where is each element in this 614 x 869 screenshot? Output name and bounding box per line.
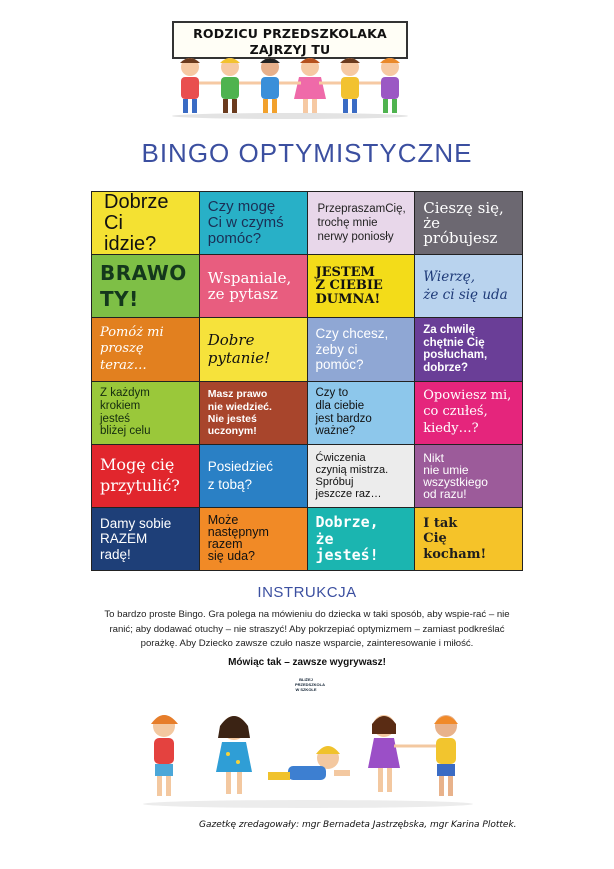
bingo-cell: Wspaniale, ze pytasz bbox=[200, 255, 307, 317]
bingo-cell: I tak Cię kocham! bbox=[415, 508, 522, 570]
banner-line-1: RODZICU PRZEDSZKOLAKA bbox=[193, 26, 387, 41]
banner-kids-illustration bbox=[166, 53, 414, 119]
children-illustration bbox=[138, 710, 478, 810]
bingo-grid bbox=[91, 191, 523, 571]
bingo-cell: Dobrze, że jesteś! bbox=[308, 508, 415, 570]
bingo-cell: Z każdym krokiem jesteś bliżej celu bbox=[92, 382, 199, 444]
bingo-cell: Dobrze Ci idzie? bbox=[92, 192, 199, 254]
bingo-cell: Opowiesz mi, co czułeś, kiedy…? bbox=[415, 382, 522, 444]
banner bbox=[166, 17, 414, 117]
bingo-cell: Cieszę się, że próbujesz bbox=[415, 192, 522, 254]
program-logo: BLIŻEJ PRZEDSZKOLA W SZKOLE bbox=[295, 677, 325, 692]
bingo-cell: Czy mogę Ci w czymś pomóc? bbox=[200, 192, 307, 254]
bingo-cell: Wierzę, że ci się uda bbox=[415, 255, 522, 317]
bingo-cell: Za chwilę chętnie Cię posłucham, dobrze? bbox=[415, 318, 522, 380]
bingo-cell: Czy chcesz, żeby ci pomóc? bbox=[308, 318, 415, 380]
bingo-cell: Masz prawo nie wiedzieć. Nie jesteś uczonym! bbox=[200, 382, 307, 444]
page-title: BINGO OPTYMISTYCZNE bbox=[141, 138, 473, 168]
bingo-cell: Ćwiczenia czynią mistrza. Spróbuj jeszcze raz… bbox=[308, 445, 415, 507]
bingo-cell: Czy to dla ciebie jest bardzo ważne? bbox=[308, 382, 415, 444]
footer-credits: Gazetkę zredagowały: mgr Bernadeta Jastrzębska, mgr Karina Plottek. bbox=[199, 820, 517, 830]
instructions-body: To bardzo proste Bingo. Gra polega na mówieniu do dziecka w taki sposób, aby wspie-rać – nie ranić; aby dodawać otuchy – nie straszyć! Aby pokrzepiać optymizmem – zamiast podkreślać porażkę. Aby Dziecko zawsze czuło nasze wsparcie, zainteresowanie i miłość. bbox=[104, 609, 510, 649]
bingo-cell: Mogę cię przytulić? bbox=[92, 445, 199, 507]
bingo-cell: Damy sobie RAZEM radę! bbox=[92, 508, 199, 570]
bingo-cell: Może następnym razem się uda? bbox=[200, 508, 307, 570]
bingo-cell: Posiedzieć z tobą? bbox=[200, 445, 307, 507]
bingo-cell: JESTEM Z CIEBIE DUMNA! bbox=[308, 255, 415, 317]
instructions-heading: INSTRUKCJA bbox=[257, 584, 357, 601]
bingo-cell: PrzepraszamCię, trochę mnie nerwy poniosły bbox=[308, 192, 415, 254]
bingo-cell: BRAWO TY! bbox=[92, 255, 199, 317]
instructions-motto: Mówiąc tak – zawsze wygrywasz! bbox=[228, 657, 386, 668]
bingo-cell: Pomóż mi proszę teraz… bbox=[92, 318, 199, 380]
bingo-cell: Dobre pytanie! bbox=[200, 318, 307, 380]
banner-line-2: ZAJRZYJ TU bbox=[249, 42, 331, 57]
bingo-cell: Nikt nie umie wszystkiego od razu! bbox=[415, 445, 522, 507]
